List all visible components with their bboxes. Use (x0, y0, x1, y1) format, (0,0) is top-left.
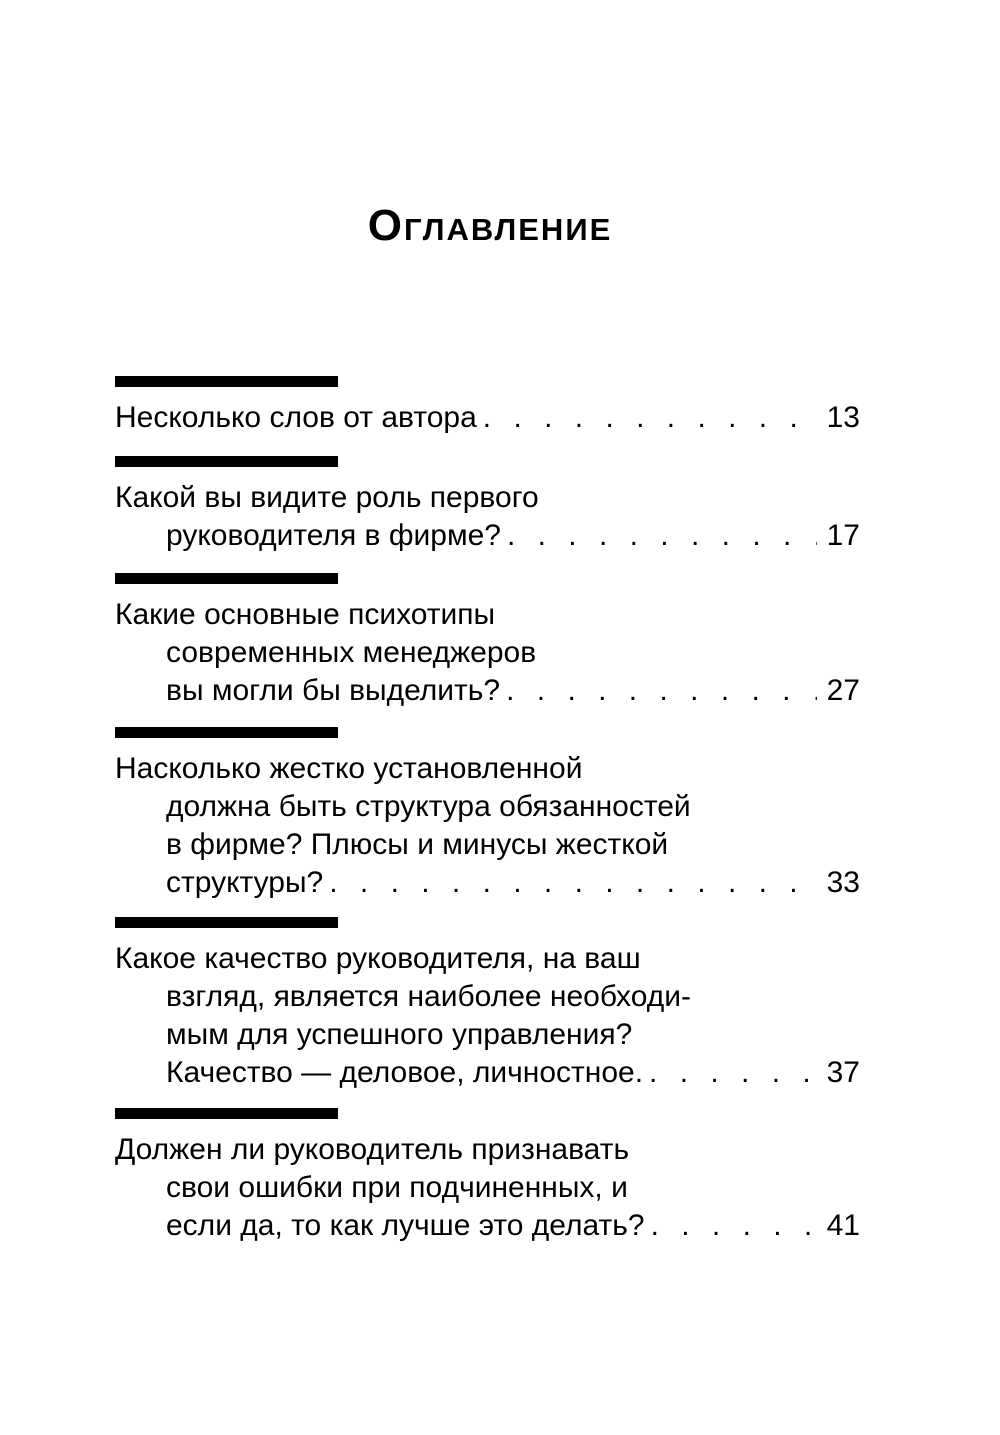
toc-entry[interactable] (115, 573, 860, 710)
toc-entry-line: Какое качество руководителя, на ваш (115, 942, 641, 975)
section-rule (115, 1108, 338, 1119)
toc-entry[interactable] (115, 917, 860, 1092)
toc-entry-line: мым для успешного управления? (166, 1018, 633, 1051)
toc-entry[interactable] (115, 727, 860, 902)
page-number: 37 (826, 1056, 860, 1089)
toc-entry-line (115, 517, 860, 555)
toc-entry-text: вы могли бы выделить? (166, 674, 501, 707)
page-number: 13 (826, 401, 860, 434)
toc-entry-line: должна быть структура обязанностей (166, 790, 691, 823)
section-rule (115, 573, 338, 584)
page-number: 33 (826, 866, 860, 899)
toc-entry-text: Качество — деловое, личностное. (166, 1056, 644, 1089)
toc-entry-line: Какой вы видите роль первого (115, 481, 539, 514)
toc-entry[interactable] (115, 456, 860, 555)
toc-entry-text: структуры? (166, 866, 324, 899)
toc-entry-line: Насколько жестко установленной (115, 752, 583, 785)
toc-entry-text: руководителя в фирме? (166, 519, 501, 552)
section-rule (115, 727, 338, 738)
dot-leader (323, 864, 816, 902)
toc-entry-line (115, 1207, 860, 1245)
page-number: 41 (826, 1209, 860, 1242)
page-number: 27 (826, 674, 860, 707)
toc-entry[interactable] (115, 376, 860, 437)
dot-leader (645, 1207, 817, 1245)
dot-leader (477, 399, 817, 437)
toc-entry[interactable] (115, 1108, 860, 1245)
dot-leader (500, 672, 817, 710)
toc-entry-line: современных менеджеров (166, 636, 537, 669)
toc-entry-line: Должен ли руководитель признавать (115, 1133, 630, 1166)
page-title: Оглавление (367, 201, 613, 250)
toc-entry-line (115, 672, 860, 710)
toc-entry-text: если да, то как лучше это делать? (166, 1209, 645, 1242)
toc-entry-line (115, 1054, 860, 1092)
section-rule (115, 376, 338, 387)
toc-entry-line (115, 864, 860, 902)
section-rule (115, 917, 338, 928)
toc-entry-line (115, 399, 860, 437)
toc-entry-line: свои ошибки при подчиненных, и (166, 1171, 628, 1204)
dot-leader (501, 517, 817, 555)
toc-entry-line: в фирме? Плюсы и минусы жесткой (166, 828, 669, 861)
toc-entry-line: Какие основные психотипы (115, 598, 496, 631)
dot-leader (643, 1054, 817, 1092)
section-rule (115, 456, 338, 467)
toc-entry-line: взгляд, является наиболее необходи- (166, 980, 691, 1013)
toc-entry-text: Несколько слов от автора (115, 401, 477, 434)
page-number: 17 (826, 519, 860, 552)
